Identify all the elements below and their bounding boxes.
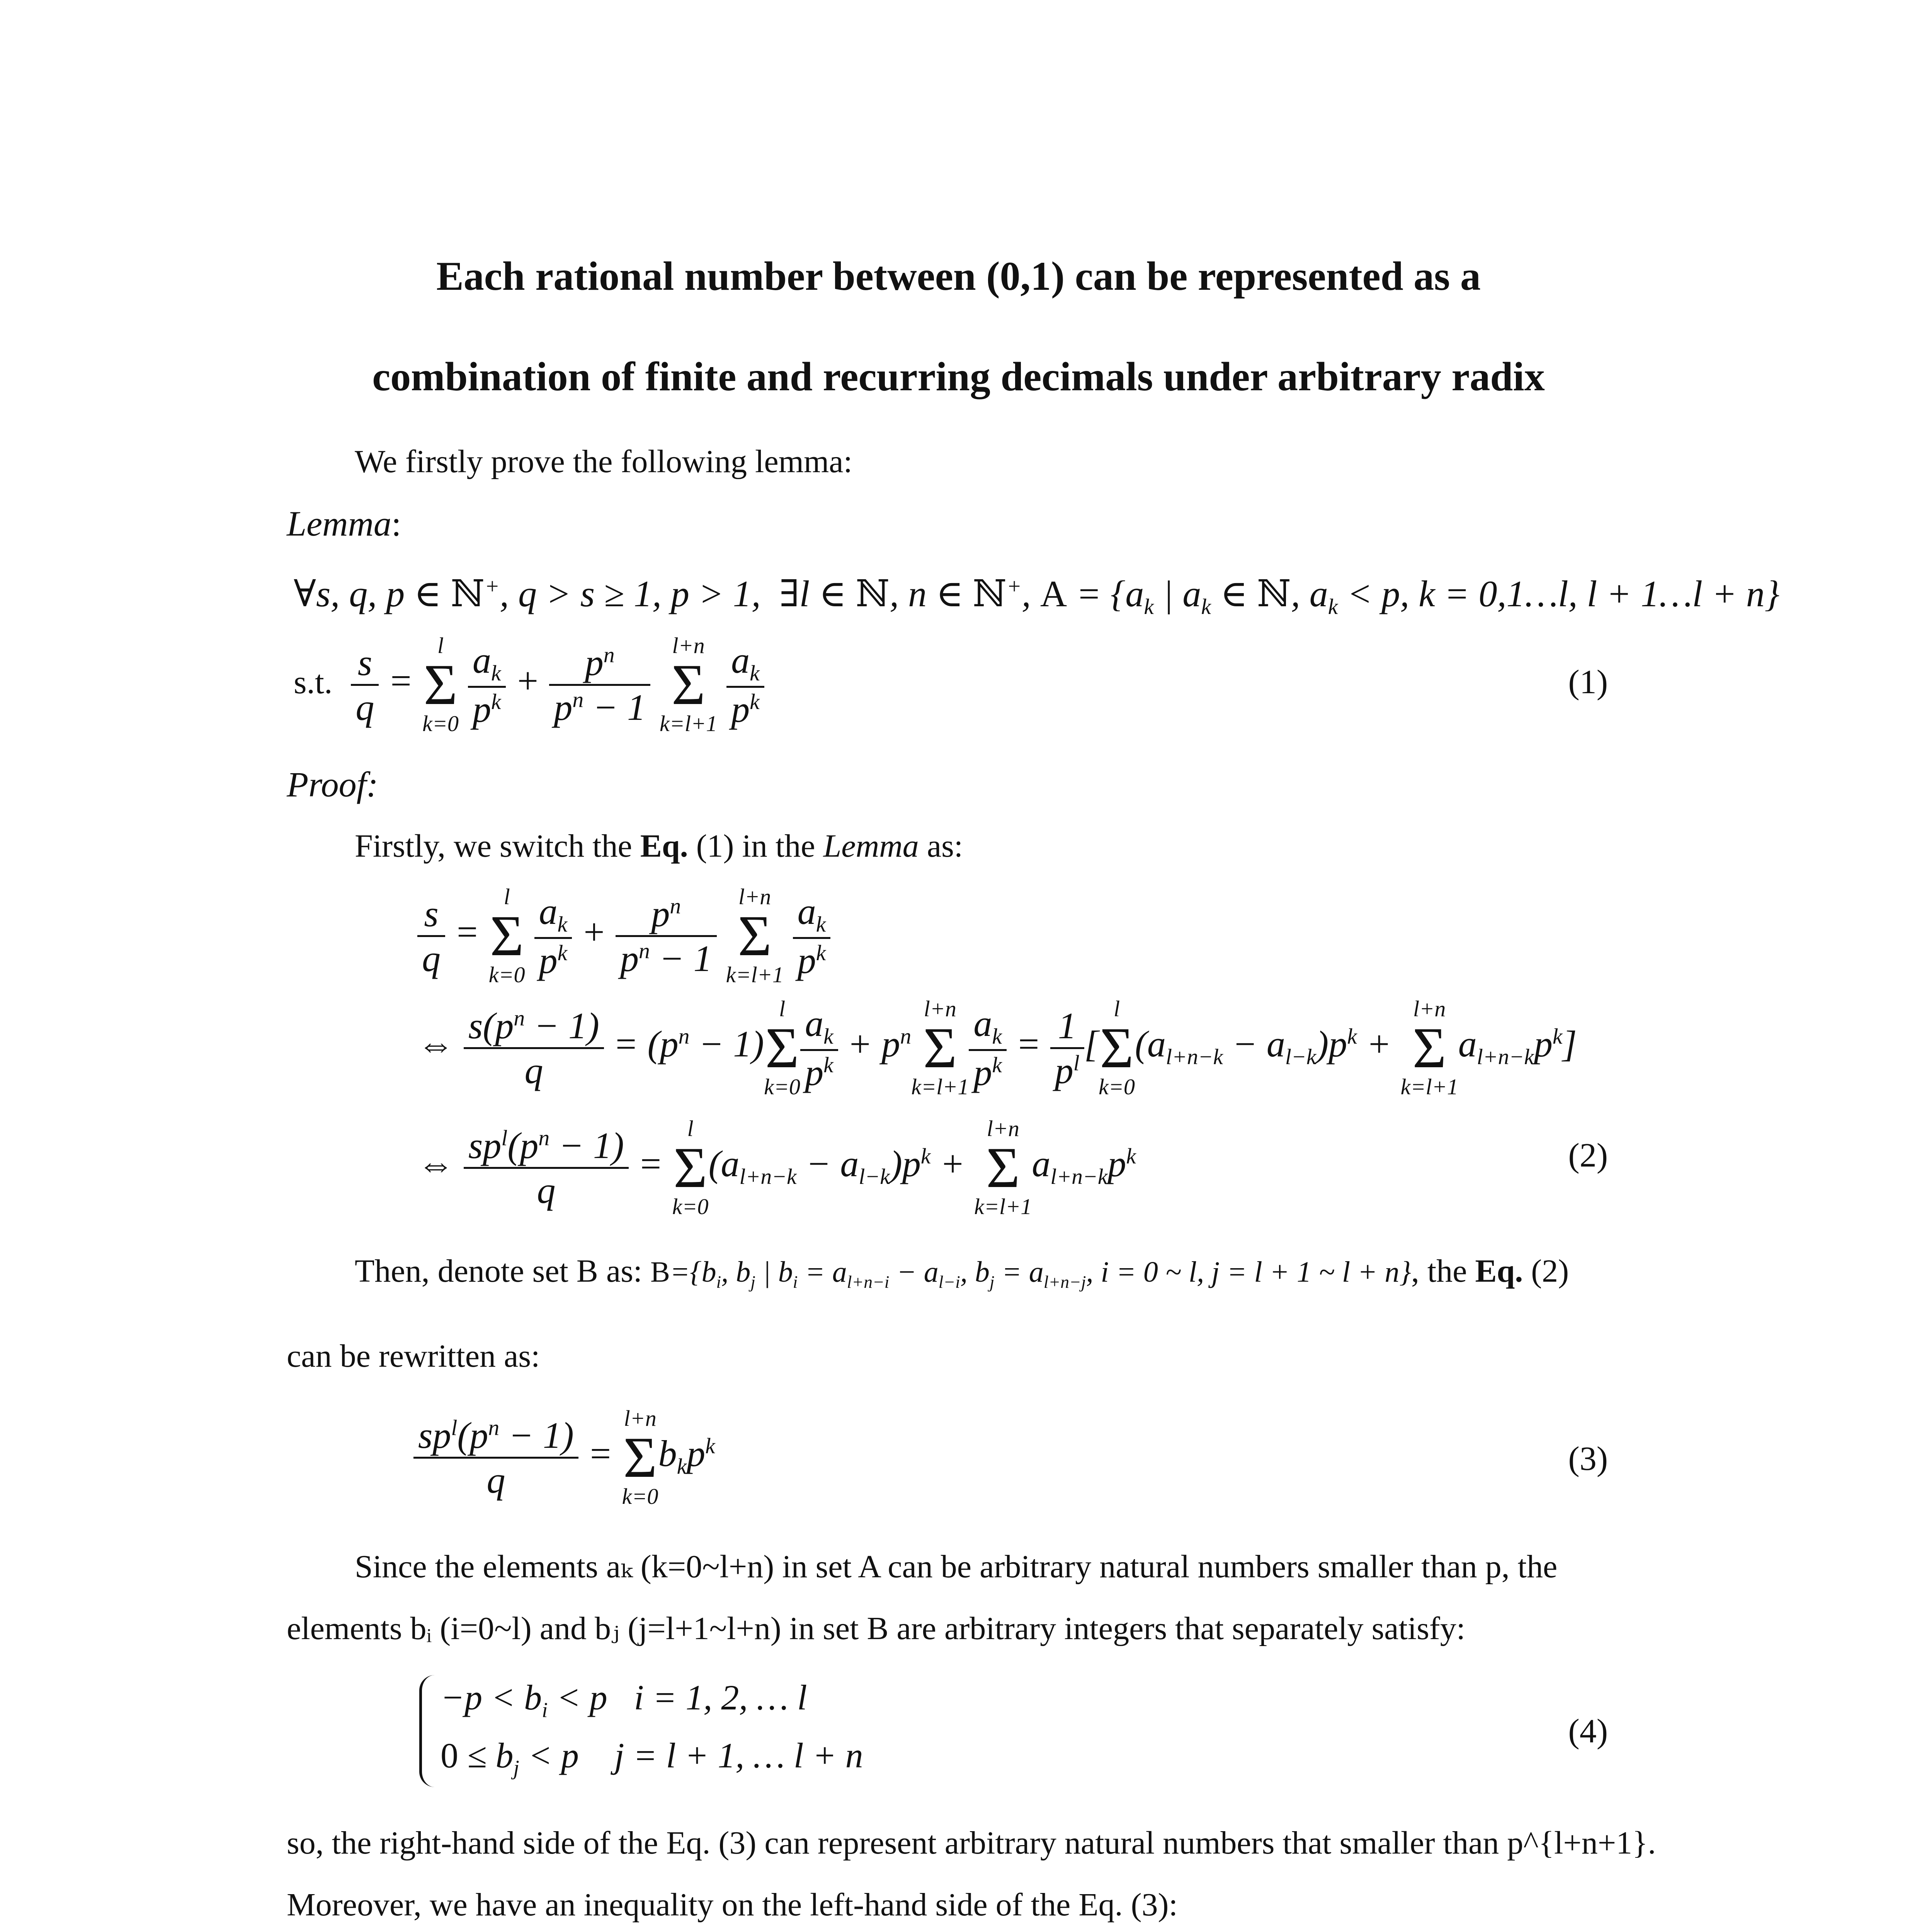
lemma-heading bbox=[287, 502, 401, 545]
paragraph-right-hand-side: so, the right-hand side of the Eq. (3) can represent arbitrary natural numbers that smaller than p^{l+n+1}. bbox=[287, 1825, 1656, 1861]
eq-number-3: (3) bbox=[1568, 1440, 1608, 1478]
p1-text-b: (1) in the bbox=[688, 828, 823, 864]
equation-1: s.t. $\frac{s}{q}$ = l Σ k=0 $\frac{a_k}{p^k}$ + $\frac{p^n}{p^n - 1}$ l+n Σ k=l+1 $\frac{a_k}{p^k}$ bbox=[294, 634, 764, 736]
intro-text: We firstly prove the following lemma: bbox=[355, 444, 852, 480]
p2-text-b: , the bbox=[1411, 1253, 1475, 1289]
p1-text-c: as: bbox=[919, 828, 963, 864]
paragraph-inequality: Moreover, we have an inequality on the left-hand side of the Eq. (3): bbox=[287, 1887, 1178, 1923]
left-brace bbox=[419, 1675, 437, 1787]
eq-number-4: (4) bbox=[1568, 1713, 1608, 1750]
p2-text-a: Then, denote set B as: bbox=[355, 1253, 651, 1289]
derivation-line-3: ⇔ $\frac{sp^l(p^n - 1)}{q}$ = l Σ k=0 $(a_{l+n-k} - a_{l-k})p^k$ + l+n Σ k=l+1 $a_{l+n-k}p^k$ bbox=[417, 1116, 1136, 1219]
proof-label: Proof: bbox=[287, 765, 378, 804]
equation-4-case-1: $-p < b_i < p$ i = 1, 2, … l bbox=[441, 1678, 807, 1722]
paragraph-switch bbox=[355, 825, 963, 867]
paragraph-rewritten: can be rewritten as: bbox=[287, 1338, 540, 1374]
p2-eq-ref: Eq. bbox=[1475, 1253, 1523, 1289]
p1-eq-ref: Eq. bbox=[640, 828, 688, 864]
derivation-line-2: ⇔ $\frac{s(p^n - 1)}{q}$ = $(p^n - 1)$ l Σ k=0 $\frac{a_k}{p^k}$ + $p^n$ l+n Σ k=l+1 $\frac{a_k}{p^k}$ = $\frac{1}{p^l}$ [ l Σ k=0 $(a_{l+n-k} - a_{l-k})p^k$ + l+n Σ k=l+1 $a_{l+n-k}p^k$] bbox=[417, 996, 1577, 1099]
derivation-line-1: $\frac{s}{q}$ = l Σ k=0 $\frac{a_k}{p^k}$ + $\frac{p^n}{p^n - 1}$ l+n Σ k=l+1 $\frac{a_k}{p^k}$ bbox=[417, 885, 830, 987]
p2-text-c: (2) bbox=[1523, 1253, 1569, 1289]
eq-number-2: (2) bbox=[1568, 1137, 1608, 1174]
p1-lemma-ref: Lemma bbox=[823, 828, 919, 864]
paragraph-elements-line-1: Since the elements aₖ (k=0~l+n) in set A can be arbitrary natural numbers smaller than p, the bbox=[355, 1549, 1558, 1585]
paragraph-set-b: Then, denote set B as: $B=\{b_i$, $b_j$ | $b_i = a_{l+n-i} - a_{l-i}$, $b_j = a_{l+n-j}$, i = 0 ~ l, j = l + 1 ~ l + n}, the Eq. (2) bbox=[355, 1253, 1569, 1292]
lemma-colon: : bbox=[391, 504, 401, 543]
eq1-st-label: s.t. bbox=[294, 663, 333, 701]
eq-number-1: (1) bbox=[1568, 663, 1608, 701]
paragraph-elements-line-2: elements bᵢ (i=0~l) and bⱼ (j=l+1~l+n) in set B are arbitrary integers that separately satisfy: bbox=[287, 1611, 1466, 1646]
equation-4-case-2: $0 \le b_j < p$ j = l + 1, … l + n bbox=[441, 1736, 863, 1780]
lemma-statement: ∀s, q, p ∈ ℕ+, q > s ≥ 1, p > 1, ∃l ∈ ℕ, n ∈ ℕ+, $A = \{a_k$ | $a_k$ ∈ ℕ, $a_k < p$, k = 0,1…l, l + 1…l + n} bbox=[294, 573, 1780, 619]
title-line-1: Each rational number between (0,1) can be represented as a bbox=[436, 253, 1481, 299]
lemma-label: Lemma bbox=[287, 504, 391, 543]
title-line-2: combination of finite and recurring decimals under arbitrary radix bbox=[372, 354, 1545, 399]
equation-3: $\frac{sp^l(p^n - 1)}{q}$ = l+n Σ k=0 $b_kp^k$ bbox=[413, 1406, 715, 1509]
p1-text-a: Firstly, we switch the bbox=[355, 828, 640, 864]
